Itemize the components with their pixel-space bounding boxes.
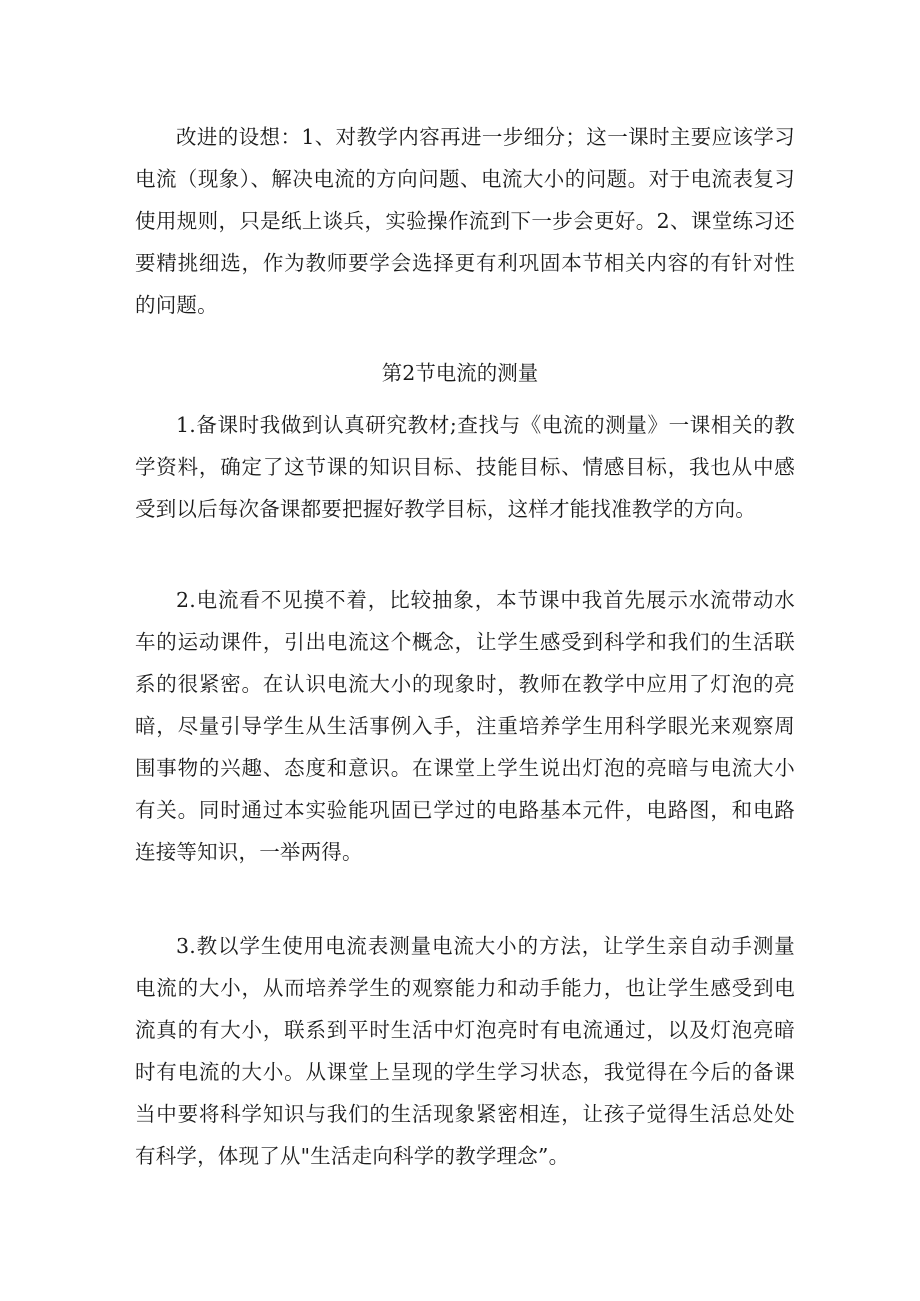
intro-paragraph: 改进的设想：1、对教学内容再进一步细分；这一课时主要应该学习电流（现象）、解决电流的方向问题、电流大小的问题。对于电流表复习使用规则，只是纸上谈兵，实验操作流到下一步会更好。2、课堂练习还要精挑细选，作为教师要学会选择更有利巩固本节相关内容的有针对性的问题。 <box>135 125 795 317</box>
section-title: 第2节电流的测量 <box>381 361 539 385</box>
paragraph-2: 2.电流看不见摸不着，比较抽象，本节课中我首先展示水流带动水车的运动课件，引出电流这个概念，让学生感受到科学和我们的生活联系的很紧密。在认识电流大小的现象时，教师在教学中应用了灯泡的亮暗，尽量引导学生从生活事例入手，注重培养学生用科学眼光来观察周围事物的兴趣、态度和意识。在课堂上学生说出灯泡的亮暗与电流大小有关。同时通过本实验能巩固已学过的电路基本元件，电路图，和电路连接等知识，一举两得。 <box>135 588 795 864</box>
paragraph-3: 3.教以学生使用电流表测量电流大小的方法，让学生亲自动手测量电流的大小，从而培养学生的观察能力和动手能力，也让学生感受到电流真的有大小，联系到平时生活中灯泡亮时有电流通过，以及灯泡亮暗时有电流的大小。从课堂上呈现的学生学习状态，我觉得在今后的备课当中要将科学知识与我们的生活现象紧密相连，让孩子觉得生活总处处有科学，体现了从"生活走向科学的教学理念”。 <box>135 934 795 1168</box>
paragraph-1: 1.备课时我做到认真研究教材;查找与《电流的测量》一课相关的教学资料，确定了这节课的知识目标、技能目标、情感目标，我也从中感受到以后每次备课都要把握好教学目标，这样才能找准教学的方向。 <box>135 413 795 521</box>
